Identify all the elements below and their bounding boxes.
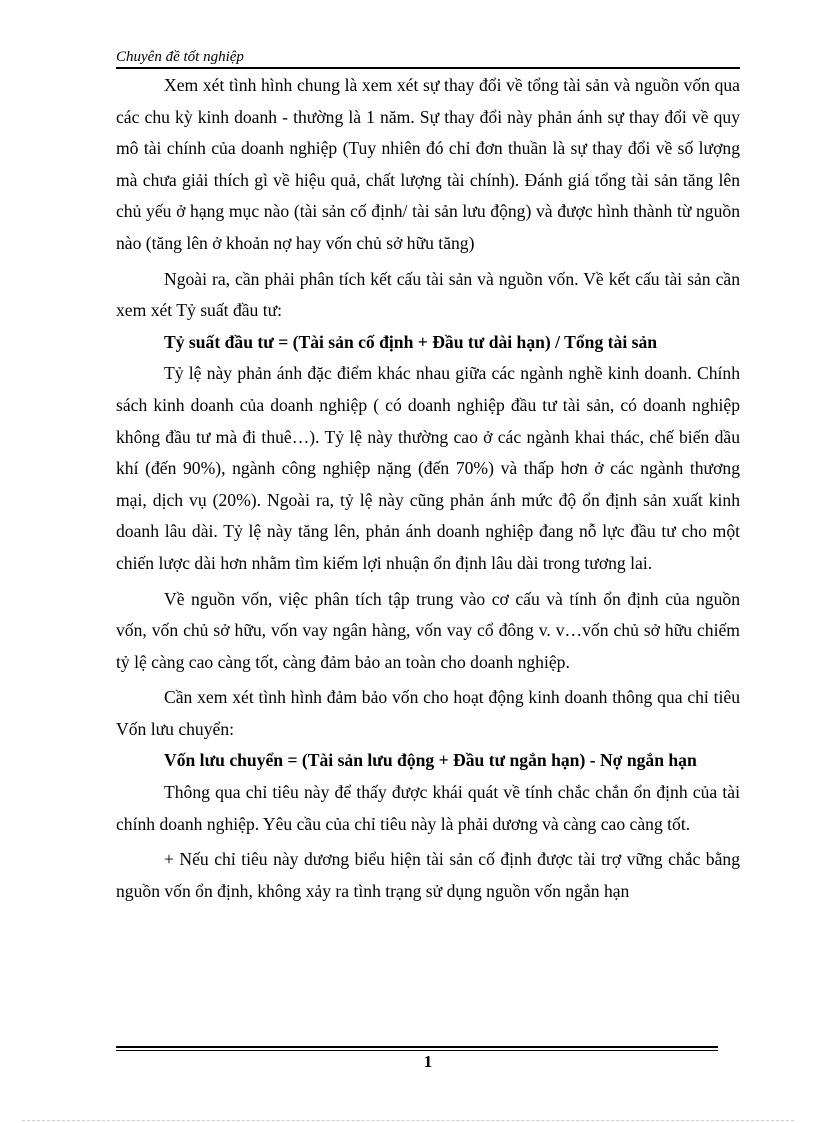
footer-rule (116, 1046, 718, 1051)
paragraph-positive-case: + Nếu chỉ tiêu này dương biểu hiện tài sản cố định được tài trợ vững chắc bằng nguồn vốn ổn định, không xảy ra tình trạng sử dụng nguồn vốn ngắn hạn (116, 849, 740, 901)
running-header: Chuyên đề tốt nghiệp (116, 49, 244, 65)
header-rule (116, 67, 740, 69)
formula-working-capital: Vốn lưu chuyển = (Tài sản lưu động + Đầu tư ngắn hạn) - Nợ ngắn hạn (164, 750, 697, 771)
page-edge-divider (22, 1120, 794, 1121)
paragraph-structure-intro: Ngoài ra, cần phải phân tích kết cấu tài sản và nguồn vốn. Về kết cấu tài sản cần xem xét Tỷ suất đầu tư: (116, 268, 740, 321)
formula-investment-ratio: Tỷ suất đầu tư = (Tài sản cố định + Đầu tư dài hạn) / Tổng tài sản (164, 331, 658, 352)
page-number: 1 (423, 1052, 433, 1071)
paragraph-capital-source: Về nguồn vốn, việc phân tích tập trung vào cơ cấu và tính ổn định của nguồn vốn, vốn chủ sở hữu, vốn vay ngân hàng, vốn vay cổ đông v. v…vốn chủ sở hữu chiếm tỷ lệ càng cao càng tốt, càng đảm bảo an toàn cho doanh nghiệp. (116, 588, 740, 672)
paragraph-overview: Xem xét tình hình chung là xem xét sự thay đổi về tổng tài sản và nguồn vốn qua các chu kỳ kinh doanh - thường là 1 năm. Sự thay đổi này phản ánh sự thay đổi về quy mô tài chính của doanh nghiệp (Tuy nhiên đó chỉ đơn thuần là sự thay đổi về số lượng mà chưa giải thích gì về hiệu quả, chất lượng tài chính). Đánh giá tổng tài sản tăng lên chủ yếu ở hạng mục nào (tài sản cố định/ tài sản lưu động) và được hình thành từ nguồn nào (tăng lên ở khoản nợ hay vốn chủ sở hữu tăng) (116, 75, 740, 253)
paragraph-working-capital-intro: Cần xem xét tình hình đảm bảo vốn cho hoạt động kinh doanh thông qua chỉ tiêu Vốn lưu chuyển: (116, 687, 740, 739)
paragraph-investment-ratio: Tỷ lệ này phản ánh đặc điểm khác nhau giữa các ngành nghề kinh doanh. Chính sách kinh doanh của doanh nghiệp ( có doanh nghiệp đầu tư tài sản, có doanh nghiệp không đầu tư mà đi thuê…). Tỷ lệ này thường cao ở các ngành khai thác, chế biến dầu khí (đến 90%), ngành công nghiệp nặng (đến 70%) và thấp hơn ở các ngành thương mại, dịch vụ (20%). Ngoài ra, tỷ lệ này cũng phản ánh mức độ ổn định sản xuất kinh doanh lâu dài. Tỷ lệ này tăng lên, phản ánh doanh nghiệp đang nỗ lực đầu tư cho một chiến lược dài hơn nhằm tìm kiếm lợi nhuận ổn định lâu dài trong tương lai. (116, 363, 740, 573)
paragraph-working-capital-meaning: Thông qua chỉ tiêu này để thấy được khái quát về tính chắc chắn ổn định của tài chính doanh nghiệp. Yêu cầu của chỉ tiêu này là phải dương và càng cao càng tốt. (116, 782, 740, 834)
body-text (116, 70, 740, 907)
